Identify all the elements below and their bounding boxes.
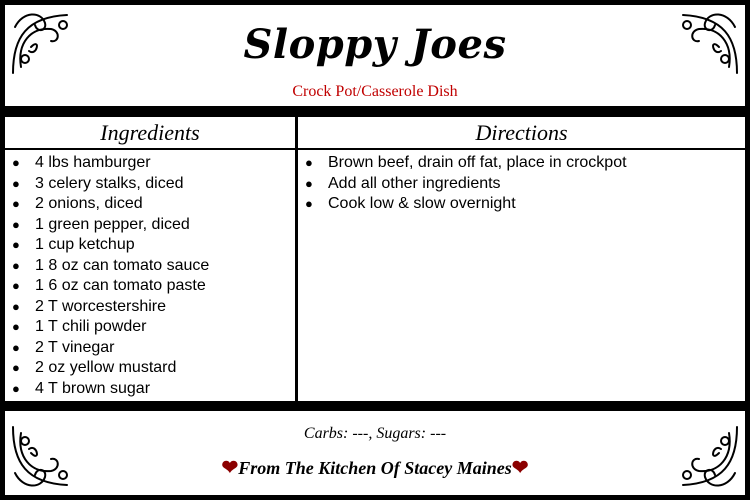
bullet-icon: ● (12, 196, 20, 211)
bullet-icon: ● (12, 257, 20, 273)
kitchen-credit-text: From The Kitchen Of Stacey Maines (238, 458, 512, 478)
heart-icon: ❤ (221, 457, 239, 479)
list-item: ● 1 cup ketchup (5, 235, 295, 256)
directions-panel (298, 150, 745, 401)
bullet-icon: ● (12, 360, 20, 375)
heart-icon: ❤ (511, 457, 529, 479)
recipe-subtitle: Crock Pot/Casserole Dish (292, 83, 458, 100)
header-panel (5, 5, 745, 106)
list-item: ● 1 6 oz can tomato paste (5, 276, 295, 297)
bullet-icon: ● (12, 319, 20, 334)
bullet-icon: ● (12, 278, 20, 293)
directions-heading: Directions (298, 117, 745, 148)
list-item: ● 2 T worcestershire (5, 297, 295, 318)
list-item: ● 2 oz yellow mustard (5, 358, 295, 379)
list-item: ● 4 lbs hamburger (5, 153, 295, 174)
list-item: ● 3 celery stalks, diced (5, 174, 295, 195)
recipe-title: Sloppy Joes (243, 21, 507, 68)
bullet-icon: ● (305, 175, 313, 191)
bullet-icon: ● (305, 155, 313, 170)
list-item: ● 2 T vinegar (5, 338, 295, 359)
ingredients-list (5, 150, 295, 399)
bullet-icon: ● (12, 216, 20, 232)
kitchen-credit (5, 455, 745, 480)
list-item: ● Brown beef, drain off fat, place in crockpot (298, 153, 745, 174)
bullet-icon: ● (12, 175, 20, 191)
list-item: ● Add all other ingredients (298, 174, 745, 195)
list-item: ● 1 green pepper, diced (5, 215, 295, 236)
bullet-icon: ● (12, 298, 20, 314)
list-item: ● 1 T chili powder (5, 317, 295, 338)
list-item: ● 1 8 oz can tomato sauce (5, 256, 295, 277)
list-item: ● Cook low & slow overnight (298, 194, 745, 215)
bullet-icon: ● (12, 237, 20, 252)
ingredients-heading: Ingredients (5, 117, 295, 148)
list-item: ● 2 onions, diced (5, 194, 295, 215)
bullet-icon: ● (12, 380, 20, 396)
footer-panel (5, 411, 745, 495)
bullet-icon: ● (305, 196, 313, 211)
bullet-icon: ● (12, 339, 20, 355)
directions-list (298, 150, 745, 215)
ingredients-panel (5, 150, 295, 401)
list-item: ● 4 T brown sugar (5, 379, 295, 400)
nutrition-note: Carbs: ---, Sugars: --- (303, 425, 447, 442)
bullet-icon: ● (12, 155, 20, 170)
